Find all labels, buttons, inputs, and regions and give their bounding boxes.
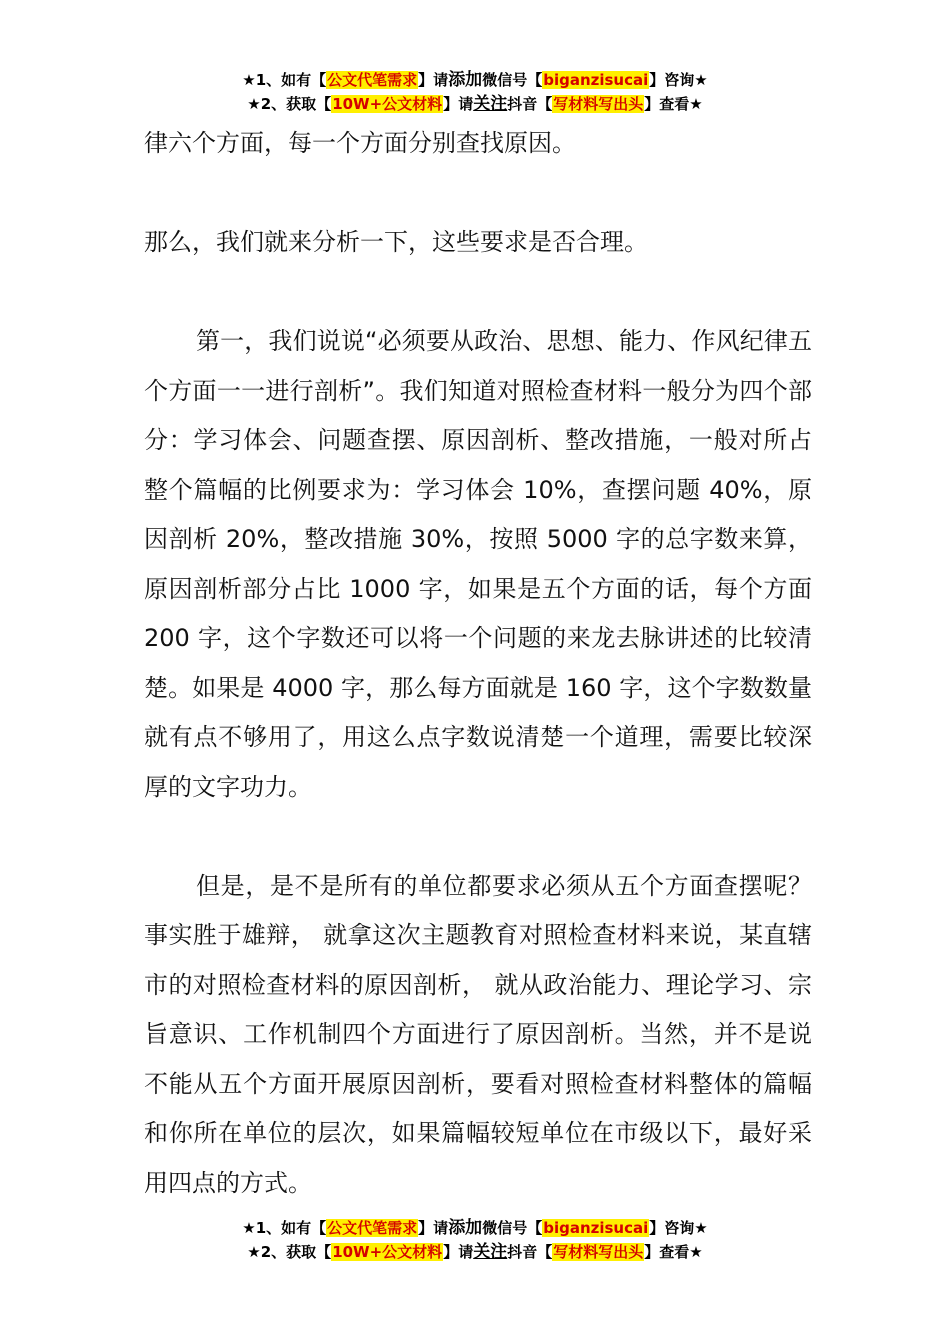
promo-line-1: ★1、如有【公文代笔需求】请添加微信号【biganzisucai】咨询★ xyxy=(242,70,708,90)
header-promo-banner xyxy=(0,68,950,116)
paragraph-first-point: 第一，我们说说“必须要从政治、思想、能力、作风纪律五个方面一一进行剖析”。我们知道对照检查材料一般分为四个部分：学习体会、问题查摆、原因剖析、整改措施，一般对所占整个篇幅的比例要求为：学习体会 10%，查摆问题 40%，原因剖析 20%，整改措施 30%，按照 5000 字的总字数来算，原因剖析部分占比 1000 字，如果是五个方面的话，每个方面 200 字，这个字数还可以将一个问题的来龙去脉讲述的比较清楚。如果是 4000 字，那么每方面就是 160 字，这个字数数量就有点不够用了，用这么点字数说清楚一个道理，需要比较深厚的文字功力。 xyxy=(144,327,812,801)
paragraph-however: 但是，是不是所有的单位都要求必须从五个方面查摆呢？事实胜于雄辩， 就拿这次主题教育对照检查材料来说，某直辖市的对照检查材料的原因剖析， 就从政治能力、理论学习、宗旨意识、工作机制四个方面进行了原因剖析。当然，并不是说不能从五个方面开展原因剖析，要看对照检查材料整体的篇幅和你所在单位的层次，如果篇幅较短单位在市级以下，最好采用四点的方式。 xyxy=(144,871,812,1197)
promo-wechat-id: biganzisucai xyxy=(543,1219,649,1237)
promo-line-2: ★2、获取【10W+公文材料】请关注抖音【写材料写出头】查看★ xyxy=(247,94,703,114)
promo-douyin-account: 写材料写出头 xyxy=(553,95,644,113)
footer-promo-banner xyxy=(0,1216,950,1264)
promo-line-1: ★1、如有【公文代笔需求】请添加微信号【biganzisucai】咨询★ xyxy=(242,1218,708,1238)
promo-highlight: 10W+公文材料 xyxy=(332,1243,443,1261)
paragraph-intro: 那么，我们就来分析一下，这些要求是否合理。 xyxy=(144,228,648,256)
promo-wechat-id: biganzisucai xyxy=(543,71,649,89)
promo-douyin-account: 写材料写出头 xyxy=(553,1243,644,1261)
promo-highlight: 10W+公文材料 xyxy=(332,95,443,113)
paragraph-continued: 律六个方面，每一个方面分别查找原因。 xyxy=(144,129,576,157)
promo-line-2: ★2、获取【10W+公文材料】请关注抖音【写材料写出头】查看★ xyxy=(247,1242,703,1262)
promo-highlight: 公文代笔需求 xyxy=(327,1219,418,1237)
document-body xyxy=(144,119,812,1208)
promo-highlight: 公文代笔需求 xyxy=(327,71,418,89)
